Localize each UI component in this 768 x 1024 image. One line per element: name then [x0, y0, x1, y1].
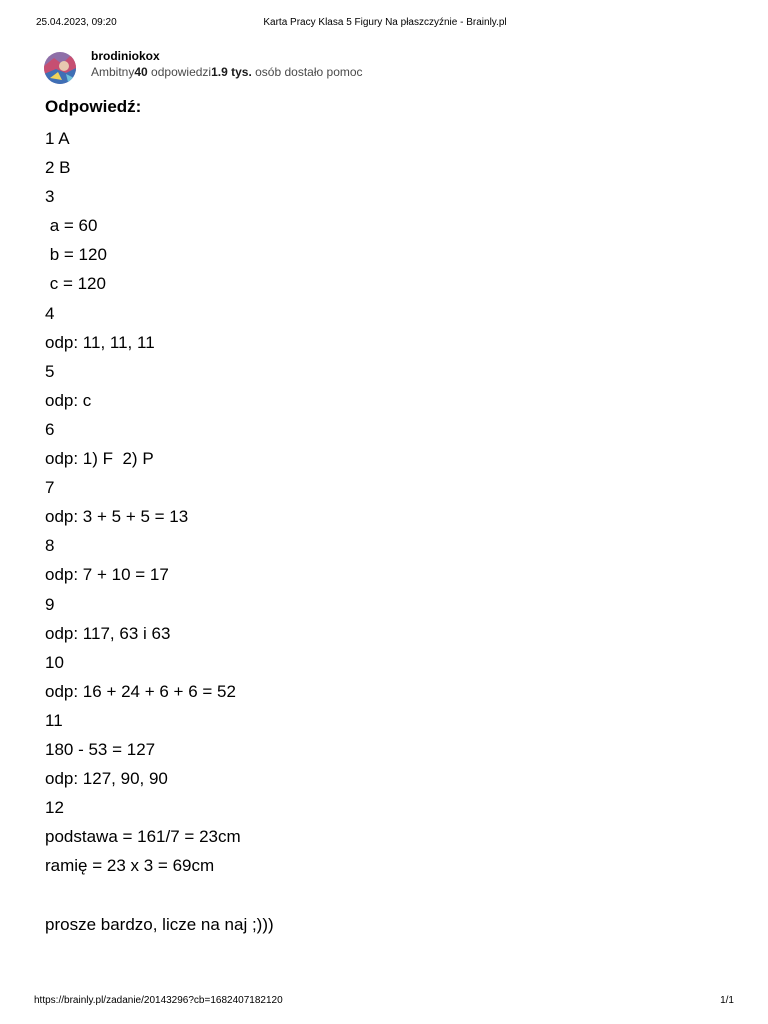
answer-line: ramię = 23 x 3 = 69cm: [45, 856, 215, 876]
answer-line: 5: [45, 361, 55, 381]
author-name[interactable]: brodiniokox: [91, 49, 160, 63]
answer-line: odp: 1) F 2) P: [45, 449, 154, 469]
answer-body: [45, 124, 735, 939]
user-avatar-icon[interactable]: [44, 52, 76, 84]
answer-line: prosze bardzo, licze na naj ;))): [45, 914, 274, 934]
answer-line: odp: 11, 11, 11: [45, 332, 155, 352]
author-stats: [91, 65, 363, 79]
answer-line: 2 B: [45, 158, 71, 178]
answer-line: 7: [45, 478, 55, 498]
answer-line: 9: [45, 594, 55, 614]
answer-line: 1 A: [45, 129, 70, 148]
answer-line: 6: [45, 419, 55, 439]
answer-line: [45, 880, 735, 909]
answer-line: odp: c: [45, 390, 92, 410]
answer-line: odp: 7 + 10 = 17: [45, 565, 169, 585]
answer-line: odp: 117, 63 i 63: [45, 623, 171, 643]
author-rank: Ambitny: [91, 65, 135, 79]
author-answers-label: odpowiedzi: [147, 65, 212, 79]
print-header: [36, 16, 734, 30]
answer-line: odp: 16 + 24 + 6 + 6 = 52: [45, 681, 236, 701]
print-url: https://brainly.pl/zadanie/20143296?cb=1682407182120: [34, 995, 283, 1006]
answer-line: 10: [45, 652, 64, 672]
print-page-indicator: 1/1: [720, 995, 734, 1006]
print-footer: [34, 994, 734, 1008]
answer-line: b = 120: [45, 245, 107, 265]
answer-line: 4: [45, 303, 55, 323]
answer-line: 11: [45, 710, 63, 730]
author-helped-count: 1.9 tys.: [211, 65, 252, 79]
answer-line: 8: [45, 536, 55, 556]
author-answers-count: 40: [134, 65, 148, 79]
answer-line: 180 - 53 = 127: [45, 739, 156, 759]
answer-line: 12: [45, 798, 64, 818]
answer-line: 3: [45, 187, 55, 207]
answer-heading: Odpowiedź:: [45, 97, 142, 116]
answer-line: odp: 127, 90, 90: [45, 769, 168, 789]
answer-line: odp: 3 + 5 + 5 = 13: [45, 507, 189, 527]
answer-line: podstawa = 161/7 = 23cm: [45, 827, 241, 847]
answer-line: a = 60: [45, 216, 98, 236]
print-page-title: Karta Pracy Klasa 5 Figury Na płaszczyźnie - Brainly.pl: [263, 17, 507, 28]
print-datetime: 25.04.2023, 09:20: [36, 17, 117, 28]
author-helped-label: osób dostało pomoc: [251, 65, 363, 79]
answer-line: c = 120: [45, 274, 106, 294]
